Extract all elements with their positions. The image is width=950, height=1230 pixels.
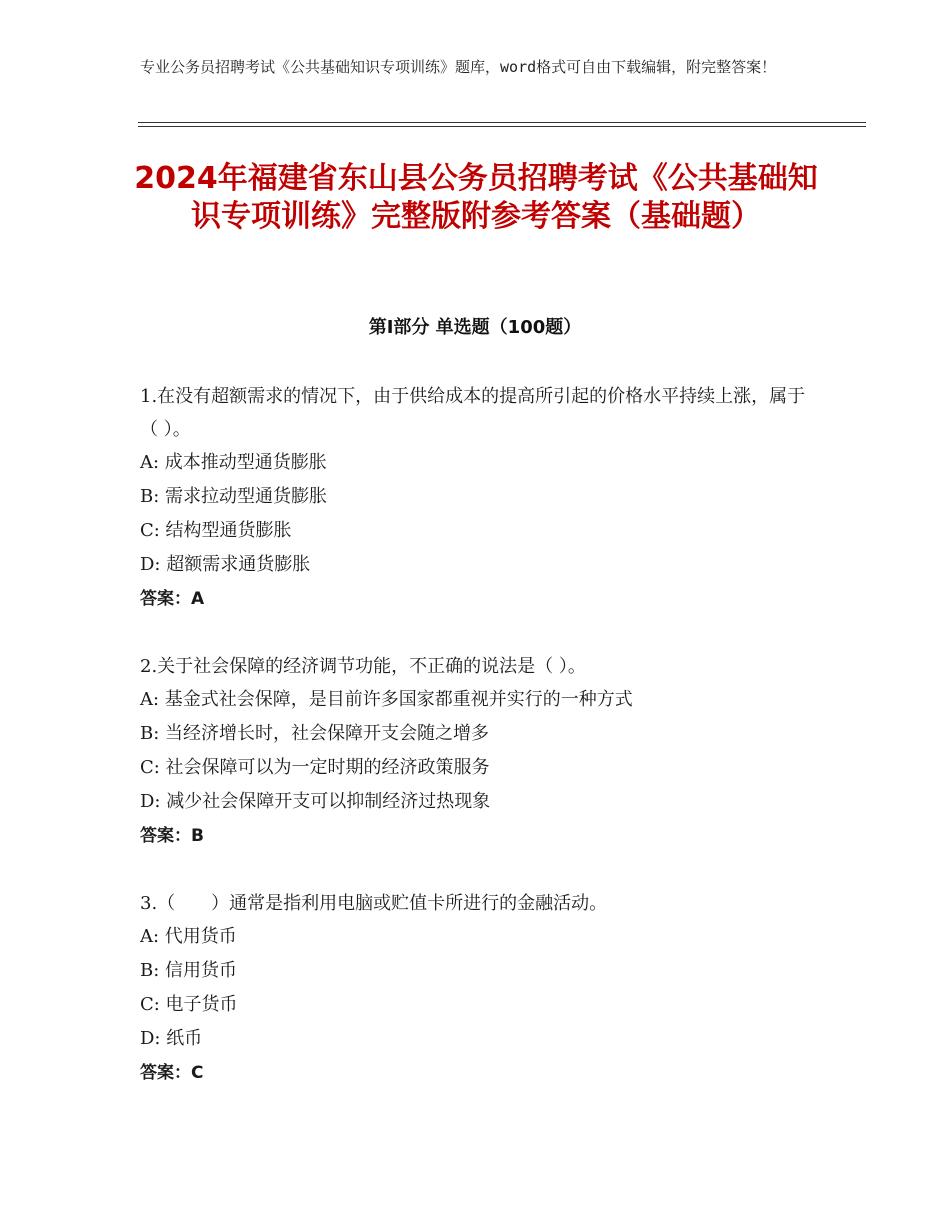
section-title: 第Ⅰ部分 单选题（100题） bbox=[368, 317, 582, 338]
option-c: C: 社会保障可以为一定时期的经济政策服务 bbox=[140, 757, 490, 778]
question-2 bbox=[140, 650, 820, 853]
question-1 bbox=[140, 380, 820, 616]
option-b: B: 信用货币 bbox=[140, 960, 238, 981]
question-stem: 1.在没有超额需求的情况下，由于供给成本的提高所引起的价格水平持续上涨，属于（ ）。 bbox=[140, 386, 806, 440]
question-list bbox=[140, 380, 820, 1124]
option-d: D: 减少社会保障开支可以抑制经济过热现象 bbox=[140, 791, 491, 812]
answer: 答案：B bbox=[140, 826, 204, 846]
option-d: D: 超额需求通货膨胀 bbox=[140, 554, 311, 575]
document-title: 2024年福建省东山县公务员招聘考试《公共基础知识专项训练》完整版附参考答案（基础题） bbox=[134, 161, 818, 234]
option-c: C: 电子货币 bbox=[140, 994, 238, 1015]
header-note: 专业公务员招聘考试《公共基础知识专项训练》题库，word格式可自由下载编辑，附完整答案！ bbox=[140, 58, 777, 76]
option-c: C: 结构型通货膨胀 bbox=[140, 520, 292, 541]
question-stem: 2.关于社会保障的经济调节功能，不正确的说法是（ ）。 bbox=[140, 656, 586, 677]
question-stem: 3.（ ）通常是指利用电脑或贮值卡所进行的金融活动。 bbox=[140, 893, 608, 914]
option-b: B: 需求拉动型通货膨胀 bbox=[140, 486, 328, 507]
question-3 bbox=[140, 887, 820, 1090]
option-a: A: 基金式社会保障，是目前许多国家都重视并实行的一种方式 bbox=[140, 689, 633, 710]
option-b: B: 当经济增长时，社会保障开支会随之增多 bbox=[140, 723, 490, 744]
answer: 答案：A bbox=[140, 589, 205, 609]
option-a: A: 成本推动型通货膨胀 bbox=[140, 452, 327, 473]
option-a: A: 代用货币 bbox=[140, 926, 237, 947]
header-divider bbox=[138, 122, 866, 127]
option-d: D: 纸币 bbox=[140, 1028, 203, 1049]
answer: 答案：C bbox=[140, 1063, 204, 1083]
